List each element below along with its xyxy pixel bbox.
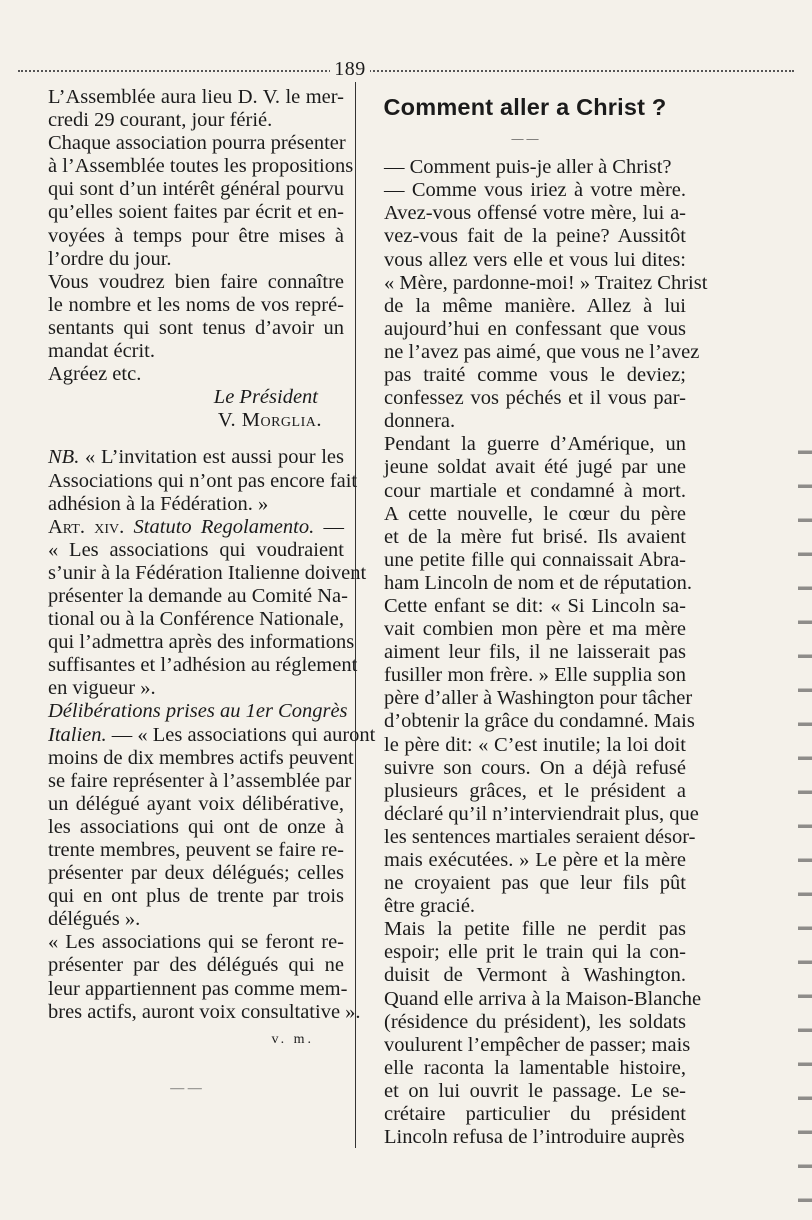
text-line: — Comme vous iriez à votre mère.	[384, 179, 686, 202]
text-line: plusieurs grâces, et le président a	[384, 779, 686, 802]
text-line: pas traité comme vous le deviez;	[384, 364, 686, 387]
text-line: Lincoln refusa de l’introduire auprès	[384, 1126, 685, 1149]
initials: v. m.	[271, 1031, 314, 1047]
article-title: Statuto Regolamento.	[133, 515, 315, 538]
text-line: L’Assemblée aura lieu D. V. le mer-	[48, 86, 344, 108]
text-line: Vous voudrez bien faire connaître	[48, 270, 344, 293]
text-line: « Mère, pardonne-moi! » Traitez Christ	[384, 271, 708, 294]
text-line: présenter par des délégués qui ne	[48, 954, 344, 977]
closing-formula: Agréez etc.	[48, 363, 142, 386]
page-number: 189	[330, 58, 370, 81]
page-edge-shadow	[798, 420, 812, 1220]
text-line: voyées à temps pour être mises à	[48, 224, 344, 247]
left-column	[28, 86, 376, 1100]
text-line: aujourd’hui en confessant que vous	[384, 317, 686, 340]
text-line: ne croyaient pas que leur fils pût	[384, 872, 686, 895]
text-line: ne l’avez pas aimé, que vous ne l’avez	[384, 340, 700, 363]
text-line: vous allez vers elle et vous lui dites:	[384, 248, 686, 271]
text-line: le nombre et les noms de vos repré-	[48, 293, 344, 316]
text-line: qui sont d’un intérêt général pourvu	[48, 178, 344, 201]
representatives-paragraph	[28, 271, 344, 363]
signature-name: V. Morglia.	[217, 409, 322, 432]
text-line: « Les associations qui se feront re-	[48, 931, 344, 954]
header-rule	[18, 70, 794, 72]
text-line: Cette enfant se dit: « Si Lincoln sa-	[384, 594, 686, 617]
text-line: mais exécutées. » Le père et la mère	[384, 849, 686, 871]
text-line: qui en ont plus de trente par trois	[48, 885, 344, 908]
nb-line: « L’invitation est aussi pour les	[85, 446, 345, 469]
column-divider	[355, 82, 356, 1148]
text-line: les associations qui ont de onze à	[48, 815, 344, 838]
text-line: déclaré qu’il n’interviendrait plus, que	[384, 802, 699, 825]
text-line: présenter par deux délégués; celles	[48, 862, 344, 885]
deliberations-title: Délibérations prises au 1er Congrès	[48, 700, 348, 723]
nb-line: Associations qui n’ont pas encore fait	[48, 469, 358, 492]
right-column	[364, 86, 708, 1149]
nb-label: NB.	[48, 446, 80, 469]
text-line: vez-vous fait de la peine? Aussitôt	[384, 225, 686, 248]
nb-paragraph	[28, 446, 358, 515]
question-line	[364, 156, 686, 179]
text-line: suffisantes et l’adhésion au réglement	[48, 654, 358, 677]
text-line: crétaire particulier du président	[384, 1103, 686, 1126]
text-line: les sentences martiales seraient désor-	[384, 825, 696, 848]
text-line: un délégué ayant voix délibérative,	[48, 792, 344, 815]
consultative-paragraph	[28, 931, 361, 1023]
text-line: voulurent l’empêcher de passer; mais	[384, 1033, 691, 1056]
story-paragraph	[364, 433, 699, 918]
deliberations-paragraph	[28, 700, 376, 931]
text-line: délégués ».	[48, 908, 141, 931]
assembly-paragraph	[28, 86, 344, 132]
text-line: jeune soldat avait été jugé par une	[384, 456, 686, 479]
text-line: « Les associations qui voudraient	[48, 538, 344, 561]
end-dash: — —	[170, 1080, 202, 1096]
text-line: (résidence du président), les soldats	[384, 1010, 686, 1033]
article-paragraph: Art. xiv. Statuto Regolamento. — « Les associations qui voudraient s’unir à la Fédération Italienne doivent présenter la demande au Comité Na- tional ou à la Conférence Nationale, qui l’admettra après des informations suffisantes et l’adhésion au réglement en vigueur ».	[28, 516, 344, 701]
text-line: Chaque association pourra présenter	[48, 132, 346, 155]
text-line: de la même manière. Allez à lui	[384, 294, 686, 317]
text-line: s’unir à la Fédération Italienne doivent	[48, 561, 367, 584]
title-dash: — —	[511, 131, 539, 146]
text-line: ham Lincoln de nom et de réputation.	[384, 571, 692, 594]
text-line: duisit de Vermont à Washington.	[384, 964, 686, 987]
text-line: et de la mère fut brisé. Ils avaient	[384, 525, 686, 548]
text-line: suivre son cours. On a déjà refusé	[384, 756, 686, 779]
text-line: et on lui ouvrit le passage. Le se-	[384, 1079, 686, 1102]
article-label: Art. xiv.	[48, 515, 125, 538]
deliberations-title-2: Italien.	[48, 723, 107, 746]
text-line: présenter la demande au Comité Na-	[48, 584, 348, 607]
text-line: leur appartiennent pas comme mem-	[48, 977, 348, 1000]
text-line: une petite fille qui connaissait Abra-	[384, 548, 686, 571]
text-line: Mais la petite fille ne perdit pas	[384, 918, 686, 941]
text-line: qu’elles soient faites par écrit et en-	[48, 201, 344, 224]
text-line: Pendant la guerre d’Amérique, un	[384, 433, 686, 456]
hope-paragraph	[364, 918, 702, 1149]
text-line: père d’aller à Washington pour tâcher	[384, 687, 693, 710]
text-line: l’ordre du jour.	[48, 247, 172, 270]
text-line: trente membres, peuvent se faire re-	[48, 839, 344, 861]
text-line: qui l’admettra après des informations	[48, 631, 355, 654]
nb-line: adhésion à la Fédération. »	[48, 492, 269, 515]
text-line: Avez-vous offensé votre mère, lui a-	[384, 202, 686, 225]
text-line: vait combien mon père et ma mère	[384, 618, 686, 641]
text-line: confessez vos péchés et il vous par-	[384, 387, 686, 410]
text-line: être gracié.	[384, 895, 476, 918]
article-heading: Comment aller a Christ ?	[383, 94, 667, 120]
text-line: mandat écrit.	[48, 340, 156, 363]
deliberations-text: — « Les associations qui auront	[106, 723, 376, 746]
text-line: elle raconta la lamentable histoire,	[384, 1056, 686, 1079]
text-line: donnera.	[384, 410, 456, 433]
text-line: en vigueur ».	[48, 677, 156, 700]
propositions-paragraph	[28, 132, 354, 271]
answer-paragraph	[364, 179, 708, 433]
signature-title: Le Président	[213, 386, 318, 409]
text-line: se faire représenter à l’assemblée par	[48, 769, 352, 792]
text-line: sentants qui sont tenus d’avoir un	[48, 316, 344, 339]
text-line: cour martiale et condamné à mort.	[384, 479, 686, 502]
text-line: d’obtenir la grâce du condamné. Mais	[384, 710, 695, 733]
text-line: Quand elle arriva à la Maison-Blanche	[384, 987, 702, 1010]
question-text: — Comment puis-je aller à Christ?	[384, 156, 672, 179]
deliberations-lines	[28, 746, 354, 932]
text-line: le père dit: « C’est inutile; la loi doit	[384, 733, 686, 756]
text-line: A cette nouvelle, le cœur du père	[384, 502, 686, 525]
text-line: aiment leur fils, il ne laisserait pas	[384, 641, 686, 664]
text-line: fusiller mon frère. » Elle supplia son	[384, 664, 686, 687]
text-line: tional ou à la Conférence Nationale,	[48, 608, 344, 631]
text-line: bres actifs, auront voix consultative ».	[48, 1000, 361, 1023]
text-line: credi 29 courant, jour férié.	[48, 109, 273, 132]
text-line: à l’Assemblée toutes les propositions	[48, 155, 354, 178]
article-lines	[28, 538, 367, 701]
text-line: moins de dix membres actifs peuvent	[48, 746, 354, 769]
text-line: espoir; elle prit le train qui la con-	[384, 941, 686, 964]
